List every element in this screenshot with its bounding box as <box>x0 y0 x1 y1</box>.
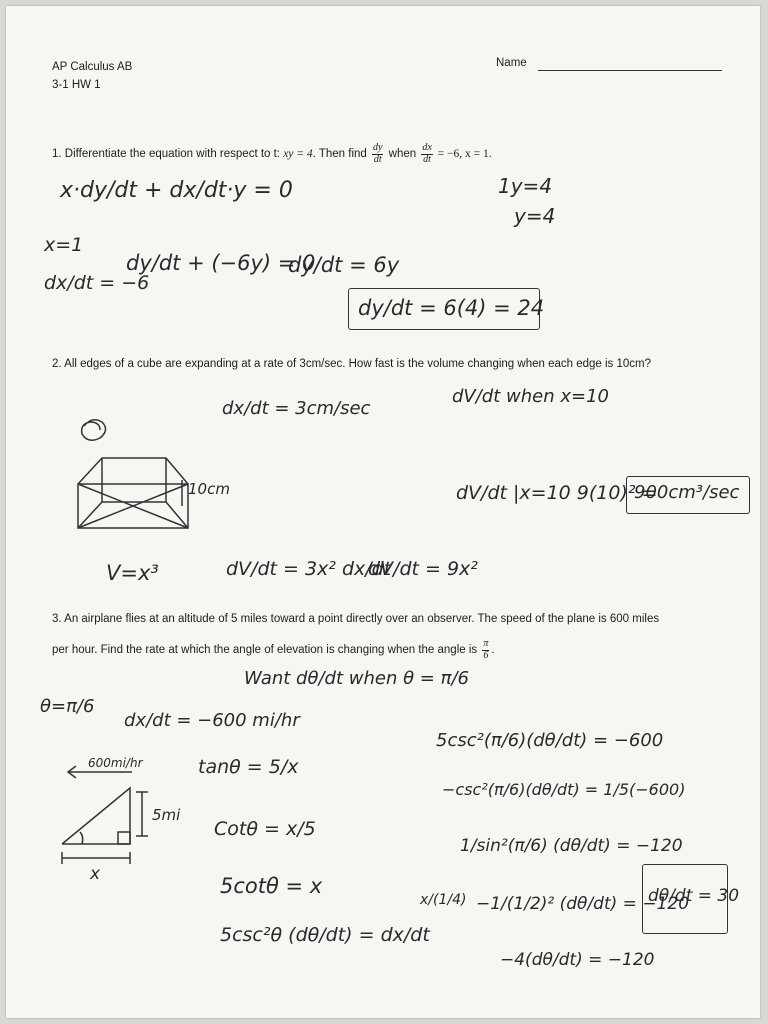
pi-over-6-fraction: $\frac{\pi}{6}$ <box>483 638 489 661</box>
p1-answer: dy/dt = 6(4) = 24 <box>358 296 545 320</box>
p1-work-line1: x·dy/dt + dx/dt·y = 0 <box>60 178 293 203</box>
p3-want: Want dθ/dt when θ = π/6 <box>244 668 469 689</box>
p2-derivative-simplified: dV/dt = 9x² <box>368 558 478 580</box>
p3-dxdt: dx/dt = −600 mi/hr <box>124 710 300 731</box>
p2-edge-label: 10cm <box>188 480 230 498</box>
p3-tan: tanθ = 5/x <box>198 756 299 778</box>
p2-rate: dx/dt = 3cm/sec <box>222 398 371 419</box>
p3-step-3: 1/sin²(π/6) (dθ/dt) = −120 <box>460 836 683 856</box>
p3-step-2: −csc²(π/6)(dθ/dt) = 1/5(−600) <box>442 780 686 799</box>
p3-differentiate: 5csc²θ (dθ/dt) = dx/dt <box>220 924 430 946</box>
p3-answer: dθ/dt = 30 <box>648 886 740 906</box>
p3-step-5: −4(dθ/dt) = −120 <box>500 950 655 970</box>
problem-2-prompt: 2. All edges of a cube are expanding at a rate of 3cm/sec. How fast is the volume changing when each edge is 10cm? <box>52 358 651 370</box>
p3-cot: Cotθ = x/5 <box>214 818 316 840</box>
p3-theta: θ=π/6 <box>40 696 95 717</box>
p3-step-1: 5csc²(π/6)(dθ/dt) = −600 <box>436 730 664 751</box>
dy-dt-fraction: $\frac{dy}{dt}$ <box>373 142 383 165</box>
p2-find: dV/dt when x=10 <box>452 386 609 407</box>
p2-answer: 900cm³/sec <box>634 482 740 503</box>
problem-1-prompt: 1. Differentiate the equation with respect to t: xy = 4. Then find $\frac{dy}{dt}$ when $\frac{dx}{dt}$ = −6, x = 1. <box>52 142 492 165</box>
p3-speed: 600mi/hr <box>88 756 143 770</box>
p3-base: x <box>90 864 101 884</box>
p3-side-note: x/(1/4) <box>420 892 467 908</box>
p1-dxdt-value: dx/dt = −6 <box>44 272 150 294</box>
assignment-title: 3-1 HW 1 <box>52 79 101 91</box>
p1-y-eq-1: 1y=4 <box>498 174 553 198</box>
p1-x-value: x=1 <box>44 234 84 256</box>
p1-y-eq-2: y=4 <box>514 204 556 228</box>
p2-volume: V=x³ <box>106 561 159 585</box>
problem-3-prompt-line2: per hour. Find the rate at which the angle of elevation is changing when the angle is $\frac{\pi}{6}$ . <box>52 638 495 661</box>
p3-step-4: −1/(1/2)² (dθ/dt) = −120 <box>476 894 690 914</box>
course-title: AP Calculus AB <box>52 61 133 73</box>
p1-substitution: dy/dt + (−6y) = 0 <box>126 251 316 275</box>
p2-evaluate: dV/dt |x=10 9(10)² = <box>456 482 658 504</box>
name-label: Name <box>496 57 527 69</box>
p3-cot2: 5cotθ = x <box>220 874 323 898</box>
p2-derivative: dV/dt = 3x² dx/dt <box>226 558 392 580</box>
worksheet-page <box>6 6 760 1018</box>
problem-3-prompt-line1: 3. An airplane flies at an altitude of 5 miles toward a point directly over an observer. The speed of the plane is 600 miles <box>52 613 660 625</box>
dx-dt-fraction: $\frac{dx}{dt}$ <box>422 142 432 165</box>
p3-altitude: 5mi <box>152 806 181 824</box>
p1-result: dy/dt = 6y <box>288 253 400 277</box>
